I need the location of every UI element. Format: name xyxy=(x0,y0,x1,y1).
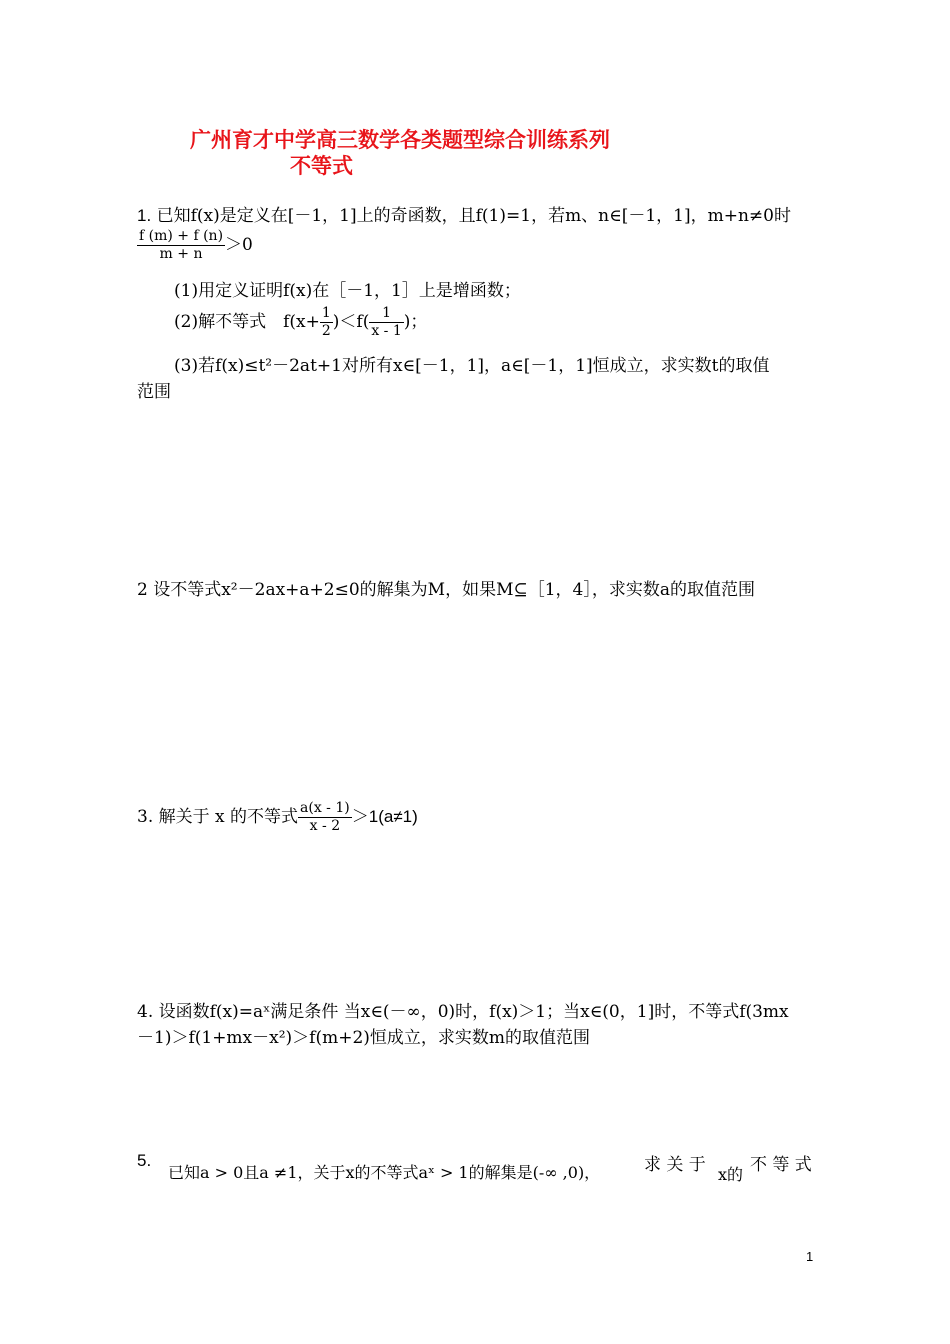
q3-statement xyxy=(137,800,418,835)
q1-part2-lead: (2)解不等式 f(x+ xyxy=(174,312,320,332)
q3-fraction xyxy=(298,800,352,835)
page-title: 广州育才中学高三数学各类题型综合训练系列 xyxy=(190,128,610,152)
q3-tail: ＞1(a≠1) xyxy=(351,807,418,826)
q1-part3-line1: (3)若f(x)≤t²－2at+1对所有x∈[－1，1]，a∈[－1，1]恒成立，求实数t的取值 xyxy=(174,356,770,376)
q1-condition-denominator: m + n xyxy=(159,246,203,262)
q1-part2-f1-den: 2 xyxy=(321,323,331,339)
q5-tail-1: 求 关 于 xyxy=(644,1155,706,1175)
q4-line1: 4. 设函数f(x)=aˣ满足条件 当x∈(－∞，0)时，f(x)＞1；当x∈(0，1]时，不等式f(3mx xyxy=(137,1002,789,1022)
q5-text: 已知a > 0且a ≠1，关于x的不等式aˣ > 1的解集是(-∞ ,0)， xyxy=(168,1163,601,1182)
q1-part2-end: )； xyxy=(403,312,428,332)
q1-condition-numerator: f (m) + f (n) xyxy=(139,228,224,244)
q1-part2-fraction-half xyxy=(320,305,333,340)
q1-condition-relation: ＞0 xyxy=(225,235,253,255)
q1-part2-f2-num: 1 xyxy=(369,305,403,323)
q5-tail-2: x的 xyxy=(718,1165,744,1184)
page-subtitle: 不等式 xyxy=(290,154,353,178)
q5-number: 5. xyxy=(137,1151,152,1170)
q1-part2-f2-den: x - 1 xyxy=(371,323,402,339)
q1-number: 1. xyxy=(137,206,152,225)
q1-part2 xyxy=(174,305,427,340)
q2-statement: 2 设不等式x²－2ax+a+2≤0的解集为M，如果M⊆［1，4］，求实数a的取值范围 xyxy=(137,580,755,600)
q3-lead: 3. 解关于 x 的不等式 xyxy=(137,807,299,827)
q1-part2-fraction-reciprocal xyxy=(369,305,403,340)
q1-condition xyxy=(137,228,253,263)
q3-denominator: x - 2 xyxy=(309,818,341,834)
page-number: 1 xyxy=(806,1249,814,1264)
q4-line2: －1)＞f(1+mx－x²)＞f(m+2)恒成立，求实数m的取值范围 xyxy=(137,1028,591,1048)
q3-numerator: a(x - 1) xyxy=(300,800,350,816)
q1-part1: (1)用定义证明f(x)在［－1，1］上是增函数； xyxy=(174,281,521,301)
q1-text: 已知f(x)是定义在[－1，1]上的奇函数，且f(1)=1，若m、n∈[－1，1]，m+n≠0时 xyxy=(156,206,791,226)
q1-part3-line2: 范围 xyxy=(137,382,171,402)
q1-part2-mid: )＜f( xyxy=(332,312,370,332)
q5-tail-3: 不 等 式 xyxy=(750,1155,812,1175)
q1-part2-f1-num: 1 xyxy=(321,305,331,321)
q1-condition-fraction xyxy=(137,228,225,263)
q1-statement xyxy=(137,201,791,226)
